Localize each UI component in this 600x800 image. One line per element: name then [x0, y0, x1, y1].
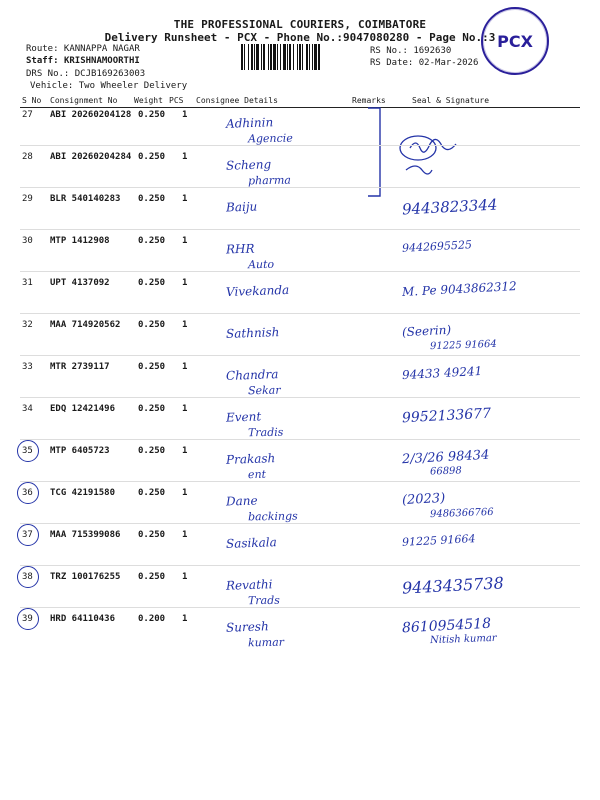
row-separator	[20, 523, 580, 524]
barcode-bar	[256, 44, 259, 70]
pcs: 1	[182, 320, 188, 330]
consignment-no: ABI 20260204128	[50, 110, 132, 120]
consignee-name-1: Baiju	[225, 199, 258, 215]
consignment-no: EDQ 12421496	[50, 404, 116, 414]
consignee-name-2: kumar	[247, 635, 285, 650]
barcode-bar	[280, 44, 281, 70]
row-separator	[20, 145, 580, 146]
barcode-bar	[251, 44, 253, 70]
pcs: 1	[182, 236, 188, 246]
pcs: 1	[182, 152, 188, 162]
sno: 33	[22, 362, 33, 372]
row-separator	[20, 355, 580, 356]
pcs: 1	[182, 572, 188, 582]
barcode-bar	[312, 44, 313, 70]
barcode-bar	[248, 44, 249, 70]
col-header-consignment: Consignment No	[50, 96, 118, 105]
sno: 32	[22, 320, 33, 330]
remarks-bracket	[360, 104, 390, 200]
signature-1: 9952133677	[401, 405, 492, 427]
pcx-stamp	[481, 7, 549, 75]
weight: 0.250	[138, 404, 166, 414]
consignee-name-2: Tradis	[247, 425, 284, 440]
signature-1: 94433 49241	[401, 363, 483, 383]
barcode-bar	[268, 44, 269, 70]
consignee-name-2: Auto	[247, 257, 275, 272]
consignment-no: MTP 1412908	[50, 236, 110, 246]
weight: 0.250	[138, 152, 166, 162]
barcode-bar	[254, 44, 255, 70]
consignee-name-1: Sasikala	[225, 535, 278, 551]
barcode-bar	[302, 44, 303, 70]
stamp-text: PCX	[497, 31, 533, 51]
staff-line	[26, 56, 140, 66]
signature-1: M. Pe 9043862312	[401, 279, 518, 299]
consignee-name-1: Vivekanda	[225, 282, 290, 300]
row-separator	[20, 439, 580, 440]
barcode	[240, 44, 366, 70]
consignment-no: TCG 42191580	[50, 488, 116, 498]
consignment-no: MAA 714920562	[50, 320, 121, 330]
barcode-bar	[270, 44, 272, 70]
consignee-name-1: Adhinin	[225, 115, 274, 131]
squiggle-signature	[396, 130, 476, 190]
signature-1: (Seerin)	[401, 322, 452, 340]
row-separator	[20, 481, 580, 482]
sno: 29	[22, 194, 33, 204]
signature-1: 2/3/26 98434	[401, 447, 490, 468]
barcode-bar	[283, 44, 286, 70]
consignment-no: HRD 64110436	[50, 614, 116, 624]
sno: 28	[22, 152, 33, 162]
weight: 0.250	[138, 362, 166, 372]
consignee-name-1: Dane	[225, 493, 258, 509]
barcode-bar	[306, 44, 308, 70]
consignee-name-1: Suresh	[225, 619, 269, 635]
barcode-bar	[241, 44, 243, 70]
signature-1: 8610954518	[401, 615, 492, 637]
pcs: 1	[182, 446, 188, 456]
consignee-name-1: Revathi	[225, 577, 273, 593]
row-separator	[20, 565, 580, 566]
consignee-name-2: Trads	[247, 593, 280, 608]
pcs: 1	[182, 404, 188, 414]
row-separator	[20, 229, 580, 230]
consignee-name-2: Agencie	[247, 131, 293, 146]
rs-date: RS Date: 02-Mar-2026	[370, 58, 479, 68]
runsheet-subtitle: Delivery Runsheet - PCX - Phone No.:9047080280 - Page No.:3	[104, 31, 496, 44]
signature-1: 9443435738	[401, 573, 505, 598]
row-separator	[20, 271, 580, 272]
consignee-name-1: Scheng	[225, 157, 272, 173]
weight: 0.250	[138, 446, 166, 456]
consignee-name-1: Chandra	[225, 367, 279, 383]
col-header-consignee: Consignee Details	[196, 96, 278, 105]
barcode-bar	[287, 44, 288, 70]
row-separator	[20, 313, 580, 314]
drs-number: DRS No.: DCJB169263003	[26, 69, 146, 79]
row-separator	[20, 397, 580, 398]
consignee-name-1: Prakash	[225, 451, 276, 467]
route-label: Route: KANNAPPA NAGAR	[26, 44, 140, 54]
pcs: 1	[182, 614, 188, 624]
header-rule	[20, 107, 580, 108]
sno: 38	[22, 572, 33, 582]
barcode-bar	[309, 44, 310, 70]
consignment-no: BLR 540140283	[50, 194, 121, 204]
consignee-name-2: backings	[247, 509, 298, 524]
consignment-no: MTP 6405723	[50, 446, 110, 456]
weight: 0.250	[138, 236, 166, 246]
col-header-sno: S No	[22, 96, 42, 105]
barcode-bar	[263, 44, 265, 70]
col-header-weight: Weight	[134, 96, 163, 105]
signature-2: 91225 91664	[429, 338, 497, 353]
barcode-bar	[273, 44, 276, 70]
col-header-pcs: PCS	[169, 96, 184, 105]
staff-name: KRISHNAMOORTHI	[63, 56, 140, 66]
signature-1: 9443823344	[401, 195, 498, 219]
sno: 36	[22, 488, 33, 498]
signature-1: 9442695525	[401, 238, 473, 255]
col-header-signature: Seal & Signature	[412, 96, 490, 105]
consignment-no: ABI 20260204284	[50, 152, 132, 162]
staff-label: Staff:	[26, 56, 59, 66]
company-title: THE PROFESSIONAL COURIERS, COIMBATORE	[173, 18, 427, 31]
row-separator	[20, 187, 580, 188]
sno: 30	[22, 236, 33, 246]
sno: 39	[22, 614, 33, 624]
weight: 0.250	[138, 278, 166, 288]
signature-2: Nitish kumar	[429, 632, 497, 647]
sno: 37	[22, 530, 33, 540]
weight: 0.250	[138, 572, 166, 582]
consignee-name-2: Sekar	[247, 383, 281, 398]
signature-1: (2023)	[401, 490, 446, 509]
barcode-bar	[318, 44, 320, 70]
consignee-name-2: pharma	[247, 173, 292, 188]
sno: 31	[22, 278, 33, 288]
weight: 0.250	[138, 320, 166, 330]
signature-2: 9486366766	[429, 506, 494, 521]
barcode-bar	[277, 44, 278, 70]
weight: 0.250	[138, 194, 166, 204]
barcode-bar	[297, 44, 298, 70]
consignee-name-2: ent	[247, 467, 267, 482]
pcs: 1	[182, 530, 188, 540]
consignee-name-1: Sathnish	[225, 325, 280, 341]
pcs: 1	[182, 278, 188, 288]
barcode-bar	[293, 44, 294, 70]
rs-number: RS No.: 1692630	[370, 46, 452, 56]
barcode-bar	[261, 44, 262, 70]
pcs: 1	[182, 488, 188, 498]
weight: 0.250	[138, 488, 166, 498]
vehicle-type: Vehicle: Two Wheeler Delivery	[30, 81, 188, 91]
barcode-bar	[244, 44, 245, 70]
signature-1: 91225 91664	[401, 532, 476, 549]
sno: 35	[22, 446, 33, 456]
weight: 0.250	[138, 530, 166, 540]
pcs: 1	[182, 362, 188, 372]
consignment-no: MTR 2739117	[50, 362, 110, 372]
row-separator	[20, 607, 580, 608]
consignment-no: MAA 715399086	[50, 530, 121, 540]
barcode-bar	[314, 44, 317, 70]
consignee-name-1: Event	[225, 409, 262, 425]
weight: 0.250	[138, 110, 166, 120]
weight: 0.200	[138, 614, 166, 624]
pcs: 1	[182, 110, 188, 120]
col-header-remarks: Remarks	[352, 96, 386, 105]
barcode-bar	[289, 44, 291, 70]
sno: 27	[22, 110, 33, 120]
consignment-no: UPT 4137092	[50, 278, 110, 288]
consignee-name-1: RHR	[225, 241, 255, 257]
consignment-no: TRZ 100176255	[50, 572, 121, 582]
barcode-bar	[299, 44, 301, 70]
signature-2: 66898	[429, 465, 462, 478]
sno: 34	[22, 404, 33, 414]
pcs: 1	[182, 194, 188, 204]
